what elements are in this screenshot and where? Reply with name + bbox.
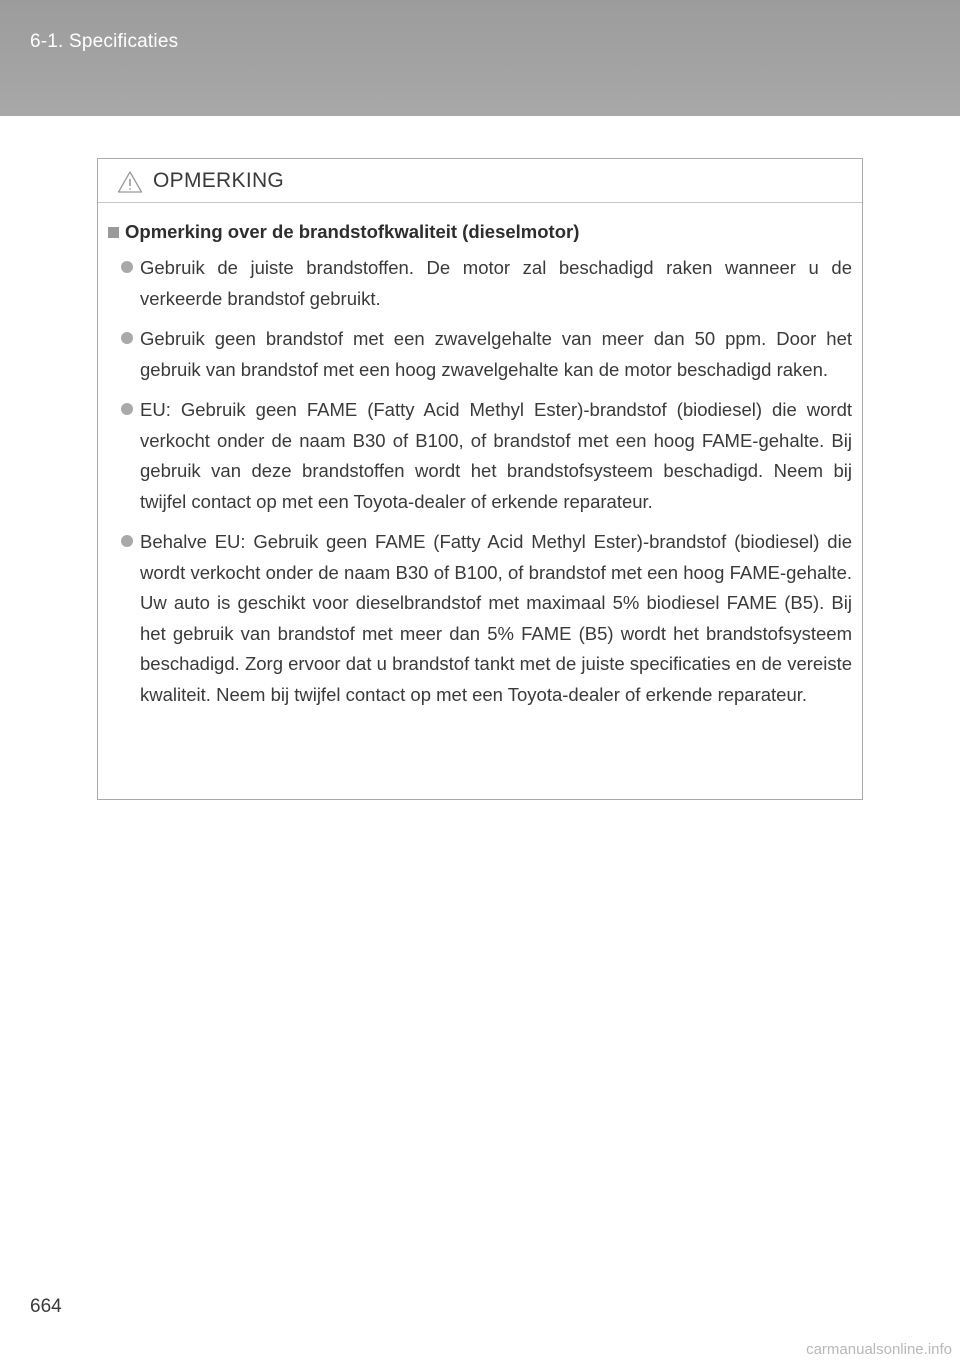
list-item-text: Gebruik geen brandstof met een zwavelgehalte van meer dan 50 ppm. Door het gebruik van brandstof met een hoog zwavelgehalte kan de motor beschadigd raken.: [140, 328, 852, 380]
square-bullet-icon: [108, 227, 119, 238]
watermark: carmanualsonline.info: [806, 1341, 952, 1358]
circle-bullet-icon: [121, 261, 133, 273]
notice-box: [97, 158, 863, 800]
circle-bullet-icon: [121, 535, 133, 547]
list-item: [108, 324, 852, 385]
subheading-text: Opmerking over de brandstofkwaliteit (dieselmotor): [125, 221, 580, 242]
list-item: [108, 527, 852, 710]
list-item: [108, 253, 852, 314]
page-number: 664: [30, 1296, 62, 1317]
header-band: [0, 0, 960, 116]
notice-subheading: [108, 221, 852, 243]
list-item-text: Gebruik de juiste brandstoffen. De motor zal beschadigd raken wanneer u de verkeerde brandstof gebruikt.: [140, 257, 852, 309]
list-item: [108, 395, 852, 517]
notice-title: OPMERKING: [153, 168, 285, 192]
notice-header: [98, 159, 862, 203]
list-item-text: EU: Gebruik geen FAME (Fatty Acid Methyl Ester)-brandstof (biodiesel) die wordt verkocht onder de naam B30 of B100, of brandstof met een hoog FAME-gehalte. Bij gebruik van deze brandstoffen wordt het brandstofsysteem beschadigd. Neem bij twijfel contact op met een Toyota-dealer of erkende reparateur.: [140, 399, 852, 512]
circle-bullet-icon: [121, 403, 133, 415]
list-item-text: Behalve EU: Gebruik geen FAME (Fatty Acid Methyl Ester)-brandstof (biodiesel) die wordt verkocht onder de naam B30 of B100, of brandstof met een hoog FAME-gehalte. Uw auto is geschikt voor dieselbrandstof met maximaal 5% biodiesel FAME (B5). Bij het gebruik van brandstof met meer dan 5% FAME (B5) wordt het brandstofsysteem beschadigd. Zorg ervoor dat u brandstof tankt met de juiste specificaties en de vereiste kwaliteit. Neem bij twijfel contact op met een Toyota-dealer of erkende reparateur.: [140, 531, 852, 705]
section-title: 6-1. Specificaties: [30, 31, 179, 52]
circle-bullet-icon: [121, 332, 133, 344]
warning-triangle-icon: [117, 170, 143, 194]
notice-body: [98, 203, 862, 710]
